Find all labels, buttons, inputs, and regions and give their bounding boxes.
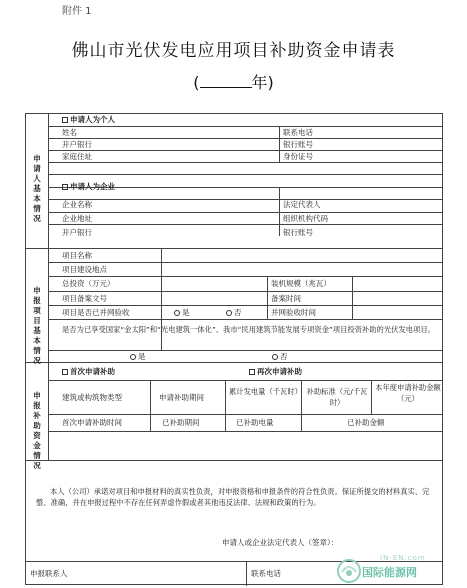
- other-no-label: 否: [280, 352, 288, 361]
- year-blank-field[interactable]: [200, 73, 252, 88]
- watermark-domain: IN-EN.com: [380, 554, 426, 562]
- row-divider: [48, 305, 443, 306]
- grid-no-label: 否: [234, 308, 242, 317]
- column-divider: [225, 380, 226, 431]
- other-subsidy-question: 是否为已享受国家“金太阳”和“光电建筑一体化”、我市“民用建筑节能发展专项资金”项目投资补助的光伏发电项目。: [62, 325, 435, 334]
- individual-checkbox[interactable]: [62, 117, 68, 123]
- watermark-brand: 国际能源网: [362, 566, 417, 579]
- declaration-text: 本人（公司）承诺对项目和申报材料的真实性负责，对申报资格和申报条件的符合性负责。保证所提交的材料真实、完整、准确，并在申报过程中不存在任何弄虚作假或者其他违反法律、法规和政策的行为。: [36, 487, 430, 507]
- section-label-divider: [48, 114, 49, 460]
- section-label-applicant: 申请人基本情况: [33, 154, 41, 223]
- label-address: 家庭住址: [62, 152, 92, 161]
- row-divider: [48, 174, 443, 175]
- label-org-code: 组织机构代码: [283, 214, 328, 223]
- grid-yes-option[interactable]: [174, 308, 190, 318]
- other-yes-label: 是: [138, 352, 146, 361]
- label-investment: 总投资（万元）: [62, 279, 115, 288]
- label-capacity: 装机规模（兆瓦）: [271, 279, 331, 288]
- label-id-number: 身份证号: [283, 152, 313, 161]
- label-grid-accepted: 项目是否已并网验收: [62, 308, 130, 317]
- col-paid-gen: 已补助电量: [236, 418, 274, 427]
- application-form-table: [25, 113, 443, 585]
- column-divider: [246, 561, 247, 586]
- label-account: 银行账号: [283, 140, 313, 149]
- other-no-radio[interactable]: [272, 354, 278, 360]
- section-divider: [26, 460, 443, 461]
- grid-no-option[interactable]: [226, 308, 242, 318]
- label-contact-person: 申报联系人: [30, 569, 68, 578]
- label-company-name: 企业名称: [62, 200, 92, 209]
- section-label-subsidy: 申报补助资金情况: [33, 391, 41, 470]
- row-divider: [48, 126, 443, 127]
- label-record-time: 备案时间: [271, 294, 301, 303]
- grid-no-radio[interactable]: [226, 310, 232, 316]
- column-divider: [352, 276, 353, 319]
- col-standard: 补助标准（元/千瓦时）: [306, 387, 368, 407]
- signature-label: 申请人或企业法定代表人（签章）：: [222, 538, 339, 547]
- row-divider: [48, 414, 443, 415]
- row-divider: [48, 162, 443, 163]
- individual-header-label: 申请人为个人: [70, 115, 115, 124]
- label-project-name: 项目名称: [62, 251, 92, 260]
- individual-option[interactable]: [62, 115, 115, 125]
- col-apply-period: 申请补助期间: [159, 393, 204, 402]
- row-divider: [48, 262, 443, 263]
- col-paid-amount: 已补助金额: [347, 418, 385, 427]
- label-company-address: 企业地址: [62, 214, 92, 223]
- column-divider: [150, 380, 151, 431]
- row-divider: [48, 212, 443, 213]
- company-checkbox[interactable]: [62, 184, 68, 190]
- other-yes-radio[interactable]: [130, 354, 136, 360]
- col-paid-period: 已补助期间: [162, 418, 200, 427]
- attachment-label: 附件 1: [62, 6, 92, 17]
- year-open-paren: (: [193, 73, 200, 92]
- year-line: [0, 70, 467, 93]
- site-watermark: [334, 552, 464, 586]
- again-apply-option[interactable]: [249, 367, 302, 377]
- again-apply-checkbox[interactable]: [249, 369, 255, 375]
- section-divider: [26, 362, 443, 363]
- col-cumulative-gen: 累计发电量（千瓦时）: [229, 387, 302, 396]
- label-grid-time: 并网验收时间: [271, 308, 316, 317]
- first-apply-option[interactable]: [62, 367, 115, 377]
- column-divider: [279, 187, 280, 236]
- row-divider: [48, 276, 443, 277]
- label-phone: 联系电话: [283, 128, 313, 137]
- row-divider: [48, 224, 443, 225]
- year-close-label: 年): [251, 73, 274, 92]
- row-divider: [48, 350, 443, 351]
- label-legal-rep: 法定代表人: [283, 200, 321, 209]
- company-header-label: 申请人为企业: [70, 182, 115, 191]
- column-divider: [279, 126, 280, 162]
- other-yes-option[interactable]: [130, 352, 146, 362]
- row-divider: [48, 138, 443, 139]
- col-building-type: 建筑或构筑物类型: [62, 393, 122, 402]
- label-company-account: 银行账号: [283, 228, 313, 237]
- row-divider: [48, 291, 443, 292]
- row-divider: [48, 150, 443, 151]
- row-divider: [48, 380, 443, 381]
- col-annual-amount: 本年度申请补助金额（元）: [375, 383, 441, 403]
- label-company-bank: 开户银行: [62, 228, 92, 237]
- section-label-project: 申报项目基本情况: [33, 286, 41, 365]
- label-bank: 开户银行: [62, 140, 92, 149]
- col-first-time: 首次申请补助时间: [62, 418, 122, 427]
- column-divider: [371, 380, 372, 414]
- first-apply-checkbox[interactable]: [62, 369, 68, 375]
- label-contact-phone: 联系电话: [251, 569, 281, 578]
- row-divider: [48, 431, 443, 432]
- label-location: 项目建设地点: [62, 265, 107, 274]
- row-divider: [48, 319, 443, 320]
- label-record-no: 项目备案文号: [62, 294, 107, 303]
- again-apply-label: 再次申请补助: [257, 367, 302, 376]
- watermark-logo-icon: [336, 558, 362, 584]
- grid-yes-label: 是: [182, 308, 190, 317]
- company-option[interactable]: [62, 182, 115, 192]
- row-divider: [48, 199, 443, 200]
- section-divider: [26, 248, 443, 249]
- label-name: 姓名: [62, 128, 77, 137]
- grid-yes-radio[interactable]: [174, 310, 180, 316]
- first-apply-label: 首次申请补助: [70, 367, 115, 376]
- form-title: 佛山市光伏发电应用项目补助资金申请表: [71, 41, 396, 61]
- other-no-option[interactable]: [272, 352, 288, 362]
- column-divider: [267, 276, 268, 319]
